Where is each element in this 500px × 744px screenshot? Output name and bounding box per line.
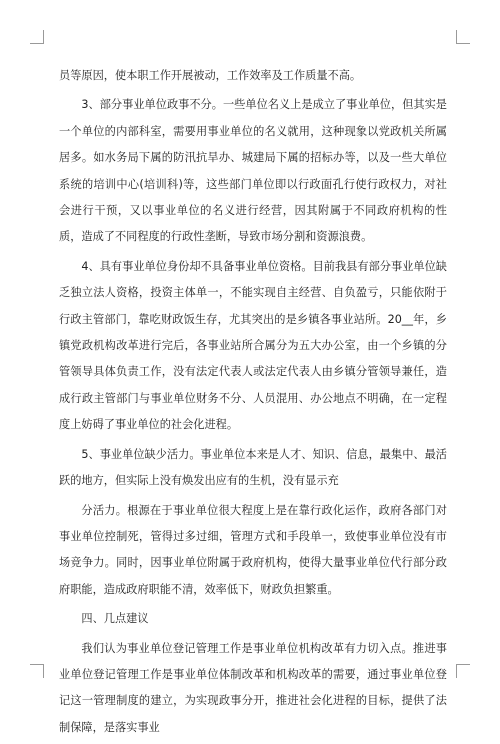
crop-mark-top-right bbox=[456, 30, 470, 44]
crop-mark-top-left bbox=[30, 30, 44, 44]
paragraph-item-5: 5、事业单位缺少活力。事业单位本来是人才、知识、信息，最集中、最活跃的地方，但实际上没有焕发出应有的生机，没有显示充 bbox=[59, 447, 447, 488]
paragraph-item-5-continued: 分活力。根源在于事业单位很大程度上是在靠行政化运作，政府各部门对事业单位控制死，管得过多过细，管理方式和手段单一，致使事业单位没有市场竞争力。同时，因事业单位附属于政府机构，使得大量事业单位代行部分政府职能，造成政府职能不清，效率低下，财政负担繁重。 bbox=[59, 503, 447, 596]
section-heading: 四、几点建议 bbox=[81, 612, 149, 626]
paragraph-item-4: 4、具有事业单位身份却不具备事业单位资格。目前我县有部分事业单位缺乏独立法人资格，投资主体单一，不能实现自主经营、自负盈亏，只能依附于行政主管部门，靠吃财政饭生存，尤其突出的是乡镇各事业站所。20__年，乡镇党政机构改革进行完后，各事业站所合属分为五大办公室，由一个乡镇的分管领导具体负责工作，没有法定代表人或法定代表人由乡镇分管领导兼任，造成行政主管部门与事业单位财务不分、人员混用、办公地点不明确，在一定程度上妨碍了事业单位的社会化进程。 bbox=[59, 259, 447, 432]
paragraph-item-3: 3、部分事业单位政事不分。一些单位名义上是成立了事业单位，但其实是一个单位的内部科室，需要用事业单位的名义就用，这种现象以党政机关所属居多。如水务局下属的防汛抗旱办、城建局下属的招标办等，以及一些大单位系统的培训中心(培训科)等，这些部门单位即以行政面孔行使行政权力，对社会进行干预，又以事业单位的名义进行经营，因其附属于不同政府机构的性质，造成了不同程度的行政性垄断，导致市场分割和资源浪费。 bbox=[59, 98, 447, 244]
crop-mark-bottom-right bbox=[456, 664, 470, 678]
document-body bbox=[59, 63, 447, 744]
paragraph-continuation: 员等原因，使本职工作开展被动，工作效率及工作质量不高。 bbox=[59, 69, 362, 82]
paragraph-suggestion: 我们认为事业单位登记管理工作是事业单位机构改革有力切入点。推进事业单位登记管理工作是事业单位体制改革和机构改革的需要，通过事业单位登记这一管理制度的建立，为实现政事分开，推进社会化进程的目标，提供了法制保障，是落实事业 bbox=[59, 641, 447, 734]
crop-mark-bottom-left bbox=[30, 664, 44, 678]
